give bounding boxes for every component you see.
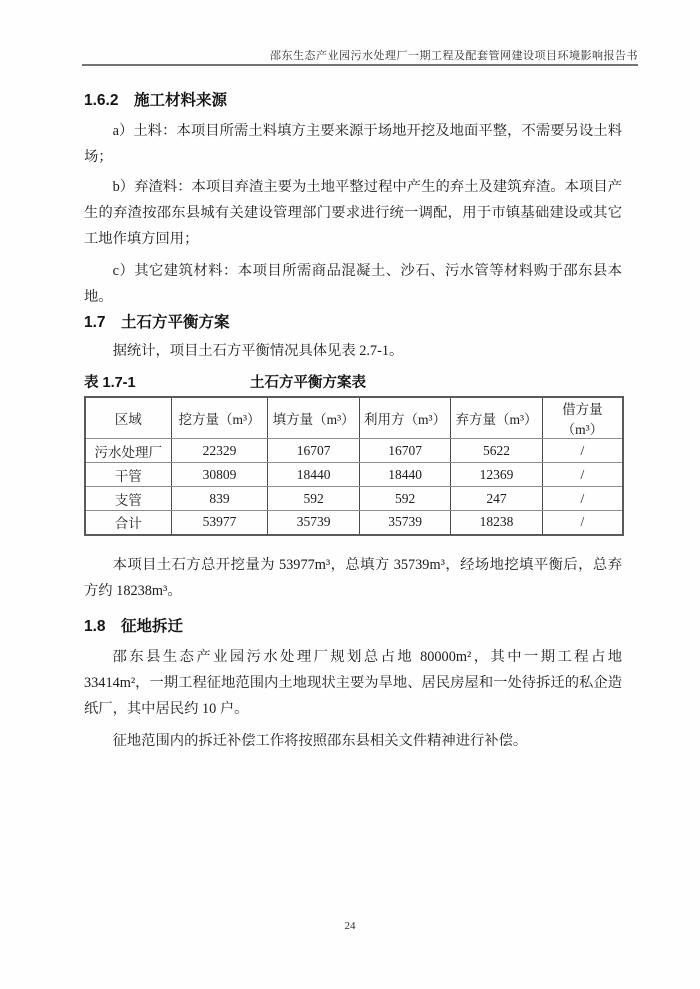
table-cell: 污水处理厂 <box>85 439 171 463</box>
paragraph-material-other: c）其它建筑材料：本项目所需商品混凝土、沙石、污水管等材料购于邵东县本地。 <box>84 263 622 305</box>
table-col-header-excavation: 挖方量（m³） <box>171 397 268 439</box>
table-col-header-region: 区域 <box>85 397 171 439</box>
table-cell: 18440 <box>268 463 359 487</box>
table-row-total <box>85 511 623 535</box>
paragraph-table-intro: 据统计，项目土石方平衡情况具体见表 2.7-1。 <box>112 343 404 359</box>
table-cell: 247 <box>451 487 542 511</box>
paragraph-earthwork-summary: 本项目土石方总开挖量为 53977m³，总填方 35739m³，经场地挖填平衡后，总弃方约 18238m³。 <box>84 556 622 599</box>
table-cell: / <box>542 511 623 535</box>
table-col-header-utilized: 利用方（m³） <box>359 397 450 439</box>
paragraph-material-soil: a）土料：本项目所需土料填方主要来源于场地开挖及地面平整，不需要另设土料场； <box>84 123 622 165</box>
table-cell: 53977 <box>171 511 268 535</box>
table-col-header-borrow: 借方量（m³） <box>542 397 623 439</box>
table-cell: 支管 <box>85 487 171 511</box>
paragraph-material-spoil: b）弃渣料：本项目弃渣主要为土地平整过程中产生的弃土及建筑弃渣。本项目产生的弃渣按邵东县城有关建设管理部门要求进行统一调配，用于市镇基础建设或其它工地作填方回用； <box>84 179 622 247</box>
table-cell: 22329 <box>171 439 268 463</box>
table-cell: 35739 <box>359 511 450 535</box>
paragraph-compensation: 征地范围内的拆迁补偿工作将按照邵东县相关文件精神进行补偿。 <box>112 732 528 749</box>
table-cell: 16707 <box>359 439 450 463</box>
table-cell: 35739 <box>268 511 359 535</box>
table-row-main-pipe <box>85 463 623 487</box>
table-caption-title: 土石方平衡方案表 <box>250 375 366 391</box>
table-cell: / <box>542 487 623 511</box>
table-cell: 5622 <box>451 439 542 463</box>
table-caption <box>84 370 622 396</box>
table-cell: 18238 <box>451 511 542 535</box>
table-cell: / <box>542 439 623 463</box>
document-content <box>84 70 622 754</box>
table-caption-label: 表 1.7-1 <box>84 375 136 391</box>
page-number: 24 <box>344 920 356 932</box>
table-cell: 592 <box>359 487 450 511</box>
running-header-title: 邵东生态产业园污水处理厂一期工程及配套管网建设项目环境影响报告书 <box>270 50 638 62</box>
section-heading-1-6-2: 1.6.2 施工材料来源 <box>84 92 227 109</box>
table-cell: / <box>542 463 623 487</box>
section-heading-1-7: 1.7 土石方平衡方案 <box>84 314 230 331</box>
table-row-wwtp <box>85 439 623 463</box>
table-cell: 18440 <box>359 463 450 487</box>
table-cell: 合计 <box>85 511 171 535</box>
table-row-branch-pipe <box>85 487 623 511</box>
earthwork-balance-table <box>84 396 624 536</box>
table-col-header-fill: 填方量（m³） <box>268 397 359 439</box>
table-cell: 839 <box>171 487 268 511</box>
section-heading-1-8: 1.8 征地拆迁 <box>84 617 184 635</box>
table-cell: 30809 <box>171 463 268 487</box>
paragraph-land-acquisition: 邵东县生态产业园污水处理厂规划总占地 80000m²，其中一期工程占地 33414m²，一期工程征地范围内土地现状主要为旱地、居民房屋和一处待拆迁的私企造纸厂，其中居民约 10 户。 <box>84 648 622 717</box>
table-cell: 592 <box>268 487 359 511</box>
table-cell: 16707 <box>268 439 359 463</box>
header-rule <box>82 64 638 66</box>
table-cell: 干管 <box>85 463 171 487</box>
table-header-row <box>85 397 623 439</box>
table-cell: 12369 <box>451 463 542 487</box>
table-col-header-spoil: 弃方量（m³） <box>451 397 542 439</box>
